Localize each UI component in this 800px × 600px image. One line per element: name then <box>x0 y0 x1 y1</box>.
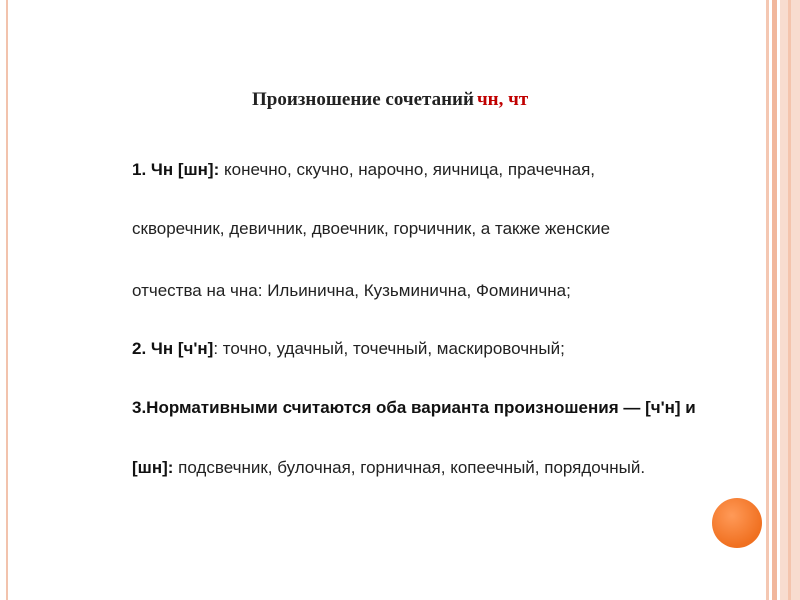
line-bold: [шн]: <box>132 458 174 477</box>
line-bold: 2. Чн [ч'н] <box>132 339 214 358</box>
text-line <box>132 458 645 478</box>
line-text: конечно, скучно, нарочно, яичница, прачечная, <box>219 160 595 179</box>
title-main: Произношение сочетаний <box>252 89 474 110</box>
text-line <box>132 339 565 359</box>
frame-stripe <box>766 0 769 600</box>
line-text: подсвечник, булочная, горничная, копеечный, порядочный. <box>173 458 646 477</box>
text-line <box>132 219 610 239</box>
frame-stripe <box>772 0 777 600</box>
text-line <box>132 160 595 180</box>
decorative-circle <box>712 498 762 548</box>
frame-left-line <box>6 0 8 600</box>
text-line <box>132 281 571 301</box>
line-text: отчества на чна: Ильинична, Кузьминична, Фоминична; <box>132 281 571 300</box>
line-text: : точно, удачный, точечный, маскировочный; <box>213 339 565 358</box>
frame-right-stripes <box>766 0 800 600</box>
frame-stripe <box>788 0 791 600</box>
text-line <box>132 398 696 418</box>
slide-title <box>252 89 528 111</box>
line-text: скворечник, девичник, двоечник, горчичник, а также женские <box>132 219 611 238</box>
line-bold: 1. Чн [шн]: <box>132 160 220 179</box>
line-bold: 3.Нормативными считаются оба варианта произношения — [ч'н] и <box>132 398 696 417</box>
title-accent: чн, чт <box>476 89 529 110</box>
